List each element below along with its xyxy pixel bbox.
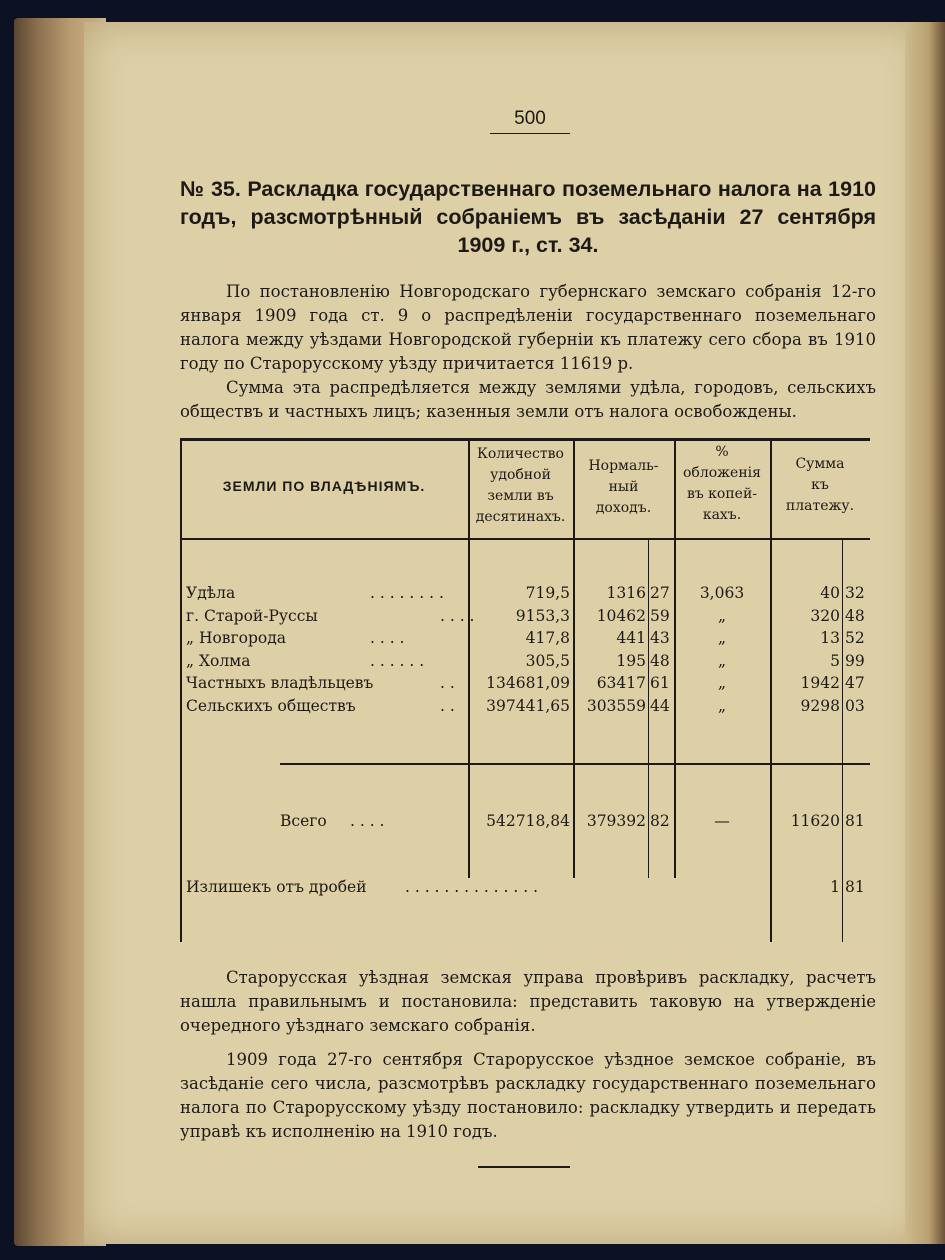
page-number: 500 xyxy=(490,108,570,134)
header-income-line: ный xyxy=(608,479,639,495)
row-dots: . . . . xyxy=(440,606,475,625)
total-label: Всего xyxy=(280,812,327,830)
row-income-kop: 43 xyxy=(650,629,670,647)
header-rate-line: обложенія xyxy=(683,465,761,481)
row-dots: . . . . xyxy=(370,629,405,647)
row-income-rub: 303559 xyxy=(586,696,646,715)
row-income-rub: 195 xyxy=(616,651,646,670)
header-income xyxy=(573,456,674,519)
header-sum-line: платежу. xyxy=(785,498,855,514)
closing-paragraph-1: Старорусская уѣздная земская управа провѣривъ раскладку, расчетъ нашла правильнымъ и постановила: представить таковую на утвержденіе очередного уѣзднаго земскаго собранія. xyxy=(180,968,876,1035)
header-income-line: Нормаль- xyxy=(588,458,659,474)
surplus-sum-rub: 1 xyxy=(830,878,840,896)
row-sum-kop: 48 xyxy=(845,606,865,625)
closing-paragraph-2: 1909 года 27-го сентября Старорусское уѣздное земское собраніе, въ засѣданіе сего числа, разсмотрѣвъ раскладку государственнаго поземельнаго налога по Старорусскому уѣзду постановило: раскладку утвердить и передать управѣ къ исполненію на 1910 годъ. xyxy=(180,1050,876,1141)
header-area-line: Количество xyxy=(477,446,564,462)
row-rate: „ xyxy=(717,606,727,625)
col-rule-income-kop xyxy=(648,538,649,878)
table-top-rule xyxy=(180,438,870,441)
row-area: 417,8 xyxy=(525,629,570,647)
header-rate xyxy=(674,442,770,526)
row-rate: „ xyxy=(717,629,727,647)
row-name: Удѣла xyxy=(186,584,236,602)
row-sum-kop: 52 xyxy=(845,629,865,647)
row-dots: . . xyxy=(440,696,455,715)
header-sum-line: къ xyxy=(811,477,829,493)
row-area: 719,5 xyxy=(525,584,570,602)
row-sum-rub: 9298 xyxy=(800,696,840,715)
total-sum-kop: 81 xyxy=(845,812,865,830)
row-area: 305,5 xyxy=(525,651,570,670)
header-rule xyxy=(180,538,870,540)
row-dots: . . . . . . . . xyxy=(370,584,444,602)
header-land: ЗЕМЛИ ПО ВЛАДѢНІЯМЪ. xyxy=(222,478,426,494)
row-income-rub: 1316 xyxy=(606,584,646,602)
total-dots: . . . . xyxy=(350,812,385,830)
row-sum-rub: 1942 xyxy=(800,674,840,692)
end-rule xyxy=(478,1166,570,1168)
row-sum-kop: 47 xyxy=(845,674,865,692)
row-name: „ Новгорода xyxy=(186,629,287,647)
row-sum-rub: 320 xyxy=(810,606,840,625)
row-name: г. Старой-Руссы xyxy=(186,606,318,625)
row-area: 134681,09 xyxy=(486,674,570,692)
total-sum-rub: 11620 xyxy=(790,812,840,830)
row-sum-rub: 5 xyxy=(830,651,840,670)
row-rate: „ xyxy=(717,674,727,692)
header-area-line: удобной xyxy=(490,467,551,483)
row-sum-rub: 13 xyxy=(820,629,840,647)
surplus-dots: . . . . . . . . . . . . . . xyxy=(405,878,539,896)
tax-table xyxy=(180,438,870,942)
header-area-line: земли въ xyxy=(487,488,554,504)
row-sum-kop: 99 xyxy=(845,651,865,670)
total-income-rub: 379392 xyxy=(586,812,646,830)
row-sum-kop: 32 xyxy=(845,584,865,602)
row-dots: . . xyxy=(440,674,455,692)
row-sum-rub: 40 xyxy=(820,584,840,602)
row-income-kop: 61 xyxy=(650,674,670,692)
header-area-line: десятинахъ. xyxy=(475,509,566,525)
row-income-kop: 44 xyxy=(650,696,670,715)
header-rate-line: въ копей- xyxy=(686,486,758,502)
row-name: Частныхъ владѣльцевъ xyxy=(186,674,374,692)
row-area: 9153,3 xyxy=(515,606,570,625)
row-sum-kop: 03 xyxy=(845,696,865,715)
header-rate-line: кахъ. xyxy=(702,507,742,523)
row-rate: 3,063 xyxy=(699,584,745,602)
header-income-line: доходъ. xyxy=(595,500,652,516)
row-dots: . . . . . . xyxy=(370,651,425,670)
row-rate: „ xyxy=(717,651,727,670)
row-area: 397441,65 xyxy=(486,696,570,715)
total-rate: — xyxy=(714,812,730,830)
row-income-rub: 63417 xyxy=(596,674,646,692)
surplus-label: Излишекъ отъ дробей xyxy=(186,878,367,896)
total-income-kop: 82 xyxy=(650,812,670,830)
header-rate-line: % xyxy=(715,444,729,460)
table-left-rule xyxy=(180,438,182,942)
intro-paragraph-2: Сумма эта распредѣляется между землями удѣла, городовъ, сельскихъ обществъ и частныхъ лицъ; казенныя земли отъ налога освобождены. xyxy=(180,378,876,421)
row-income-rub: 10462 xyxy=(596,606,646,625)
row-income-kop: 27 xyxy=(650,584,670,602)
row-rate: „ xyxy=(717,696,727,715)
header-area xyxy=(468,444,573,528)
row-name: Сельскихъ обществъ xyxy=(186,696,356,715)
row-income-kop: 59 xyxy=(650,606,670,625)
surplus-sum-kop: 81 xyxy=(845,878,865,896)
row-name: „ Холма xyxy=(186,651,251,670)
header-sum-line: Сумма xyxy=(795,456,845,472)
page-edge xyxy=(905,22,945,1244)
total-area: 542718,84 xyxy=(486,812,570,830)
total-rule xyxy=(280,763,870,765)
document-title: № 35. Раскладка государственнаго поземельнаго налога на 1910 годъ, разсмотрѣнный собраніемъ въ засѣданіи 27 сентября 1909 г., ст. 34. xyxy=(180,177,876,257)
row-income-kop: 48 xyxy=(650,651,670,670)
col-rule-sum-kop xyxy=(842,538,843,942)
row-income-rub: 441 xyxy=(616,629,646,647)
header-sum xyxy=(770,454,870,517)
intro-paragraph-1: По постановленію Новгородскаго губернскаго земскаго собранія 12-го января 1909 года ст. 9 о распредѣленіи государственнаго поземельнаго налога между уѣздами Новгородской губерніи къ платежу сего сбора въ 1910 году по Старорусскому уѣзду причитается 11619 р. xyxy=(180,282,876,373)
